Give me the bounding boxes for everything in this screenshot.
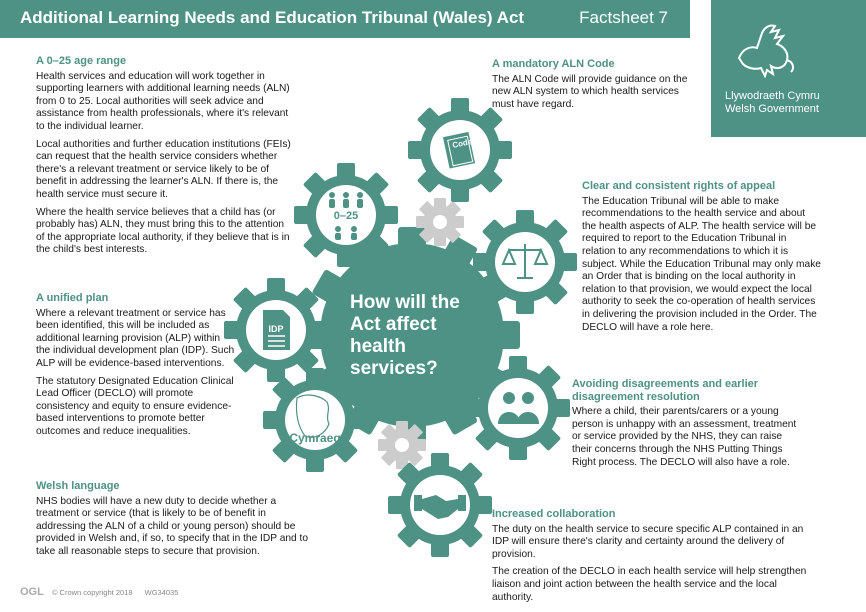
age-label: 0–25 bbox=[333, 210, 359, 222]
small-grey-gear bbox=[416, 198, 464, 246]
ogl-logo: OGL bbox=[20, 586, 44, 598]
copyright-text: © Crown copyright 2018 bbox=[51, 588, 133, 597]
paragraph: The Education Tribunal will be able to make recommendations to the health service and about the health aspects of ALP. The health service will be required to report to the Education Tribunal in relation to any recommendations to which it is subject. While the Education Tribunal may only make an Order that is binding on the local authority in relation to that provision, we would expect the local authority to seek the co-operation of health services in delivering the provision included in the Order. The DECLO will have a role here. bbox=[582, 195, 821, 333]
section-title: Welsh language bbox=[36, 480, 120, 492]
section-welsh-language bbox=[36, 480, 314, 564]
section-age-range bbox=[36, 55, 292, 262]
document-code: WG34035 bbox=[144, 588, 179, 597]
section-appeal bbox=[582, 180, 822, 339]
section-unified-plan bbox=[36, 292, 236, 444]
welsh-language-gear bbox=[263, 368, 367, 472]
idp-label: IDP bbox=[268, 324, 284, 334]
section-collaboration bbox=[492, 508, 812, 609]
paragraph: Where the health service believes that a child has (or probably has) ALN, they must bring this to the attention of the appropriate local authority, if they believe that is in the child's best interests. bbox=[36, 206, 290, 256]
code-label: Code bbox=[451, 136, 473, 150]
section-title: A 0–25 age range bbox=[36, 55, 127, 67]
collaboration-gear bbox=[388, 453, 492, 557]
section-title: A mandatory ALN Code bbox=[492, 58, 615, 70]
section-title: Avoiding disagreements and earlier disagreement resolution bbox=[572, 378, 759, 403]
paragraph: Health services and education will work together in supporting learners with additional learning needs (ALN) from 0 to 25. Local authorities will seek advice and assistance from health professionals, where it's relevant to the individual learner. bbox=[36, 70, 290, 132]
section-aln-code bbox=[492, 58, 702, 116]
paragraph: Local authorities and further education institutions (FEIs) can request that the health service considers whether there's a relevant treatment or service likely to be of benefit in addressing the learner's ALN. If there is, the health service must secure it. bbox=[36, 138, 291, 200]
factsheet-label: Factsheet 7 bbox=[579, 8, 668, 27]
section-disagreements bbox=[572, 378, 802, 474]
section-title: Increased collaboration bbox=[492, 508, 616, 520]
paragraph: Where a child, their parents/carers or a young person is unhappy with an assessment, treatment or service provided by the NHS, they can raise their concerns through the NHS Putting Things Right process. The DECLO will also have a role. bbox=[572, 406, 797, 468]
paragraph: The ALN Code will provide guidance on the new ALN system to which health services must have regard. bbox=[492, 73, 688, 110]
paragraph: NHS bodies will have a new duty to decide whether a treatment or service (that is likely to be of benefit in addressing the ALN of a child or young person) should be provided in Welsh and, if so, to specify that in the IDP and to take all reasonable steps to secure that provision. bbox=[36, 495, 309, 557]
page-title: Additional Learning Needs and Education Tribunal (Wales) Act bbox=[20, 8, 525, 27]
paragraph: The statutory Designated Education Clinical Lead Officer (DECLO) will promote consistency and equity to ensure evidence-based interventions to promote better outcomes and reduce inequalities. bbox=[36, 375, 234, 437]
paragraph: The duty on the health service to secure specific ALP contained in an IDP will ensure there's clarity and certainty around the delivery of provision. bbox=[492, 523, 804, 560]
small-grey-gear bbox=[378, 421, 426, 469]
cymraeg-label: Cymraeg bbox=[289, 431, 341, 445]
section-title: Clear and consistent rights of appeal bbox=[582, 180, 776, 192]
appeal-gear bbox=[473, 210, 577, 314]
section-title: A unified plan bbox=[36, 292, 109, 304]
central-question: How will the Act affect health services? bbox=[350, 292, 460, 379]
logo-text-welsh: Llywodraeth Cymru bbox=[725, 90, 820, 102]
paragraph: The creation of the DECLO in each health service will help strengthen liaison and joint action between the health service and the local authority. bbox=[492, 566, 807, 603]
footer bbox=[20, 586, 188, 598]
paragraph: Where a relevant treatment or service has been identified, this will be included as additional learning provision (ALP) within the individual development plan (IDP). Such ALP will be evidence-based interventions. bbox=[36, 307, 235, 369]
disagreement-gear bbox=[466, 356, 570, 460]
logo-text-english: Welsh Government bbox=[725, 103, 819, 115]
